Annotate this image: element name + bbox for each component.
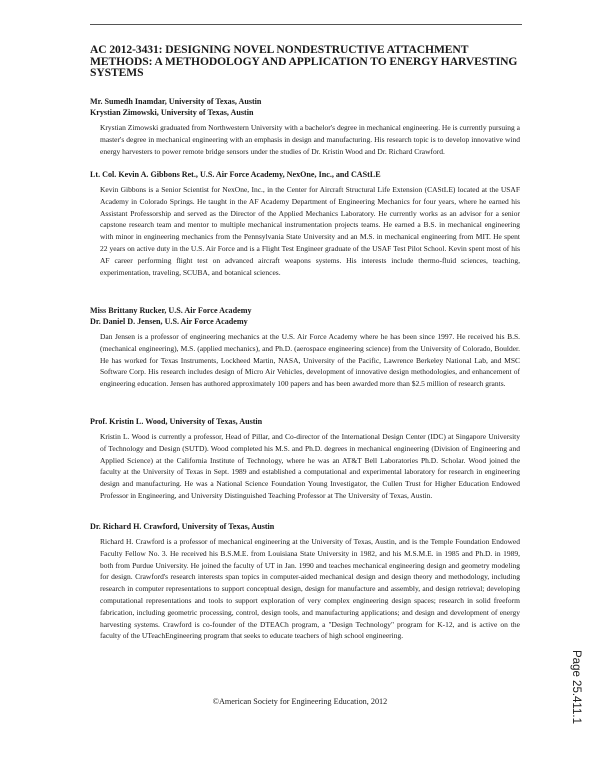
author-bio: Kristin L. Wood is currently a professor, Head of Pillar, and Co-director of the International Design Center (IDC) at Singapore University of Technology and Design (SUTD). Wood completed his M.S. and Ph.D. degrees in mechanical engineering (Division of Engineering and Applied Science) at the California Institute of Technology, where he was an AT&T Bell Laboratories Ph.D. Scholar. Wood joined the faculty at the University of Texas in Sept. 1989 and established a computational and experimental laboratory for research in engineering design and manufacturing. He was a National Science Foundation Young Investigator, the Cullen Trust for Higher Education Endowed Professor in Engineering, and University Distinguished Teaching Professor at The University of Texas, Austin.	[100, 432, 520, 500]
author-heading: Dr. Daniel D. Jensen, U.S. Air Force Academy	[90, 317, 248, 326]
author-bio: Krystian Zimowski graduated from Northwestern University with a bachelor's degree in mechanical engineering. He is currently pursuing a master's degree in mechanical engineering with an emphasis in design and manufacturing. His research topic is to develop innovative wind energy harvesters to power remote bridge sensors under the studies of Dr. Kristin Wood and Dr. Richard Crawford.	[100, 123, 520, 156]
author-bio: Kevin Gibbons is a Senior Scientist for NexOne, Inc., in the Center for Aircraft Structural Life Extension (CAStLE) located at the USAF Academy in Colorado Springs. He taught in the AF Academy Department of Engineering Mechanics for four years, where he earned his Assistant Professorship and served as the Director of the Applied Mechanics Laboratory. He currently works as an advisor for a senior capstone research team and mentor to multiple mechanical instrumentation projects teams. He earned a B.S. in mechanical engineering with minor in engineering mechanics from the Pennsylvania State University and an M.S. in mechanical engineering from MIT. He spent 22 years on active duty in the U.S. Air Force and is a Flight Test Engineer graduate of the USAF Test Pilot School. Kevin spent most of his AF career performing flight test on advanced aircraft weapons systems. His interests include thermo-fluid sciences, teaching, experimentation, traveling, SCUBA, and botanical sciences.	[100, 185, 520, 277]
author-heading: Lt. Col. Kevin A. Gibbons Ret., U.S. Air Force Academy, NexOne, Inc., and CAStLE	[90, 170, 381, 179]
author-section-1	[90, 96, 520, 157]
author-section-3	[90, 305, 520, 390]
top-rule	[90, 24, 522, 25]
copyright-footer: ©American Society for Engineering Education, 2012	[212, 697, 388, 706]
paper-title: AC 2012-3431: DESIGNING NOVEL NONDESTRUCTIVE ATTACHMENT METHODS: A METHODOLOGY AND APPLICATION TO ENERGY HARVESTING SYSTEMS	[90, 43, 518, 79]
author-section-2	[90, 169, 520, 278]
author-bio: Richard H. Crawford is a professor of mechanical engineering at the University of Texas, Austin, and is the Temple Foundation Endowed Faculty Fellow No. 3. He received his B.S.M.E. from Louisiana State University in 1982, and his M.S.M.E. in 1985 and Ph.D. in 1989, both from Purdue University. He joined the faculty of UT in Jan. 1990 and teaches mechanical engineering design and geometry modeling for design. Crawford's research interests span topics in computer-aided mechanical design and design theory and methodology, including research in computer representations to support conceptual design, design for manufacture and assembly, and design retrieval; developing computational representations and tools to support exploration of very complex engineering design spaces; research in solid freeform fabrication, including geometric processing, control, design tools, and manufacturing applications; and design and development of energy harvesting systems. Crawford is co-founder of the DTEACh program, a "Design Technology" program for K-12, and is active on the faculty of the UTeachEngineering program that seeks to educate teachers of high school engineering.	[100, 537, 520, 641]
author-heading: Dr. Richard H. Crawford, University of Texas, Austin	[90, 522, 275, 531]
author-heading: Prof. Kristin L. Wood, University of Texas, Austin	[90, 417, 263, 426]
author-section-5	[90, 521, 520, 642]
page-stamp: Page 25.411.1	[570, 650, 582, 724]
author-section-4	[90, 416, 520, 502]
author-heading: Miss Brittany Rucker, U.S. Air Force Academy	[90, 306, 252, 315]
author-heading: Krystian Zimowski, University of Texas, Austin	[90, 108, 254, 117]
author-bio: Dan Jensen is a professor of engineering mechanics at the U.S. Air Force Academy where he has been since 1997. He received his B.S. (mechanical engineering), M.S. (applied mechanics), and Ph.D. (aerospace engineering science) from the University of Colorado, Boulder. He has worked for Texas Instruments, Lockheed Martin, NASA, University of the Pacific, Lawrence Berkeley National Lab, and MSC Software Corp. His research includes design of Micro Air Vehicles, development of innovative design methodologies, and enhancement of engineering education. Jensen has authored approximately 100 papers and has been awarded more than $2.5 million of research grants.	[100, 332, 520, 389]
author-heading: Mr. Sumedh Inamdar, University of Texas, Austin	[90, 97, 262, 106]
